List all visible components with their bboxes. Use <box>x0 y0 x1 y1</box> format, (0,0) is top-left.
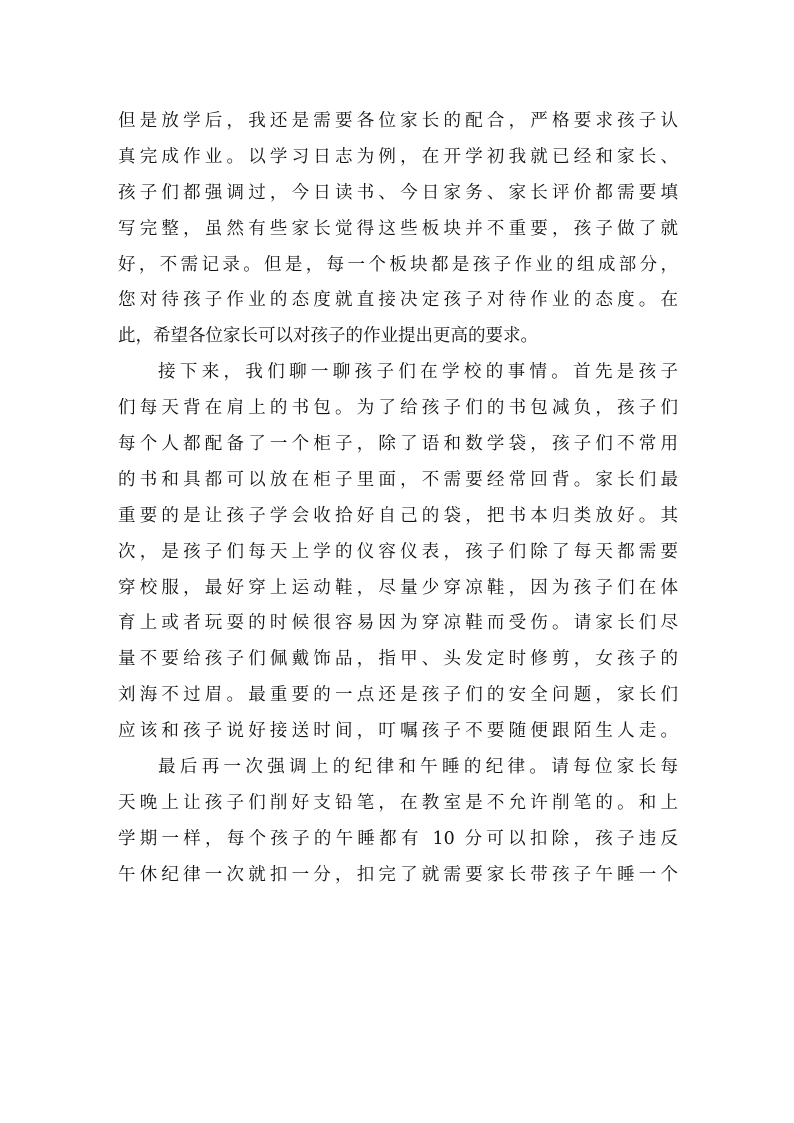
text-line: 育上或者玩耍的时候很容易因为穿凉鞋而受伤。请家长们尽 <box>118 613 678 634</box>
text-line: 次，是孩子们每天上学的仪容仪表，孩子们除了每天都需要 <box>118 541 678 562</box>
text-line: 写完整，虽然有些家长觉得这些板块并不重要，孩子做了就 <box>118 218 678 239</box>
text-line: 天晚上让孩子们削好支铅笔，在教室是不允许削笔的。和上 <box>118 792 678 813</box>
text-line: 您对待孩子作业的态度就直接决定孩子对待作业的态度。在 <box>118 290 678 311</box>
text-line: 午休纪律一次就扣一分，扣完了就需要家长带孩子午睡一个 <box>118 864 678 885</box>
text-line: 此，希望各位家长可以对孩子的作业提出更高的要求。 <box>118 326 538 347</box>
document-body <box>118 104 678 894</box>
text-line: 刘海不过眉。最重要的一点还是孩子们的安全问题，家长们 <box>118 685 678 706</box>
text-line: 们每天背在肩上的书包。为了给孩子们的书包减负，孩子们 <box>118 398 678 419</box>
text-line: 真完成作业。以学习日志为例，在开学初我就已经和家长、 <box>118 146 678 167</box>
text-line: 每个人都配备了一个柜子，除了语和数学袋，孩子们不常用 <box>118 434 678 455</box>
text-line: 好，不需记录。但是，每一个板块都是孩子作业的组成部分， <box>118 254 678 275</box>
text-line: 但是放学后，我还是需要各位家长的配合，严格要求孩子认 <box>118 111 678 131</box>
text-line: 量不要给孩子们佩戴饰品，指甲、头发定时修剪，女孩子的 <box>118 649 678 670</box>
text-line: 最后再一次强调上的纪律和午睡的纪律。请每位家长每 <box>158 757 678 778</box>
text-line: 学期一样，每个孩子的午睡都有 10 分可以扣除，孩子违反 <box>118 828 678 849</box>
text-line: 接下来，我们聊一聊孩子们在学校的事情。首先是孩子 <box>158 362 678 383</box>
text-line: 孩子们都强调过，今日读书、今日家务、家长评价都需要填 <box>118 182 678 203</box>
text-line: 重要的是让孩子学会收拾好自己的袋，把书本归类放好。其 <box>118 505 678 526</box>
text-line: 的书和具都可以放在柜子里面，不需要经常回背。家长们最 <box>118 469 678 490</box>
text-line: 穿校服，最好穿上运动鞋，尽量少穿凉鞋，因为孩子们在体 <box>118 577 678 598</box>
text-line: 应该和孩子说好接送时间，叮嘱孩子不要随便跟陌生人走。 <box>118 721 678 742</box>
